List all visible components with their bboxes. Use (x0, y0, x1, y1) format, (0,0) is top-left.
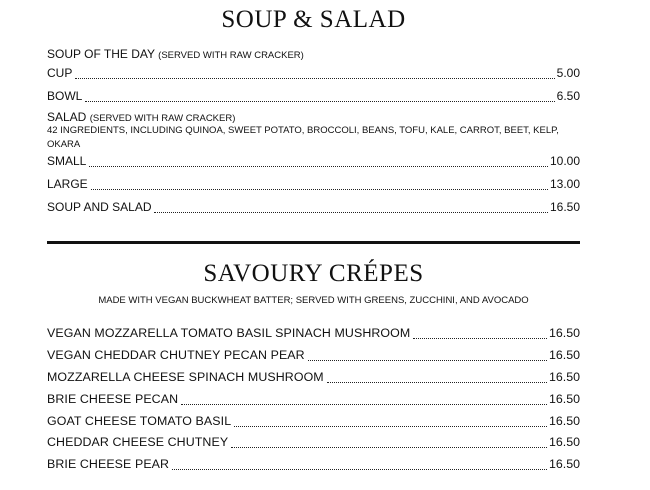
dot-leader (85, 100, 554, 102)
crepes-note: MADE WITH VEGAN BUCKWHEAT BATTER; SERVED WITH GREENS, ZUCCHINI, AND AVOCADO (98, 295, 529, 306)
soup-heading-note: (SERVED WITH RAW CRACKER) (158, 50, 304, 61)
item-name: CUP (47, 66, 73, 80)
dot-leader (234, 425, 547, 427)
menu-item-crepe (47, 368, 580, 386)
item-price: 10.00 (549, 154, 580, 168)
menu-item-crepe (47, 324, 580, 342)
dot-leader (413, 337, 547, 339)
menu-item-crepe (47, 433, 580, 451)
item-price: 16.50 (548, 435, 580, 449)
dot-leader (154, 211, 547, 213)
salad-heading-note: (SERVED WITH RAW CRACKER) (89, 113, 236, 124)
section-divider (47, 241, 580, 244)
dot-leader (231, 446, 547, 448)
item-name: SOUP AND SALAD (47, 200, 152, 214)
soup-heading (47, 45, 580, 63)
menu-item-bowl (47, 87, 580, 105)
salad-heading-label: SALAD (47, 110, 87, 124)
item-price: 13.00 (549, 177, 580, 191)
item-name: BRIE CHEESE PEAR (47, 457, 170, 471)
dot-leader (308, 359, 547, 361)
item-price: 5.00 (556, 66, 580, 80)
item-price: 6.50 (556, 89, 580, 103)
menu-item-crepe (47, 455, 580, 473)
item-name: LARGE (47, 177, 88, 191)
crepes-title: SAVOURY CRÉPES (203, 260, 424, 287)
item-name: VEGAN MOZZARELLA TOMATO BASIL SPINACH MUSHROOM (47, 326, 411, 340)
menu-item-soup-and-salad (47, 198, 580, 216)
menu-item-cup (47, 64, 580, 82)
menu-item-large (47, 175, 580, 193)
item-price: 16.50 (548, 414, 580, 428)
item-name: BRIE CHEESE PECAN (47, 392, 179, 406)
soup-heading-label: SOUP OF THE DAY (47, 47, 155, 61)
item-price: 16.50 (548, 348, 580, 362)
item-price: 16.50 (548, 326, 580, 340)
dot-leader (75, 77, 554, 79)
dot-leader (327, 381, 547, 383)
menu-item-small (47, 152, 580, 170)
dot-leader (91, 188, 548, 190)
dot-leader (89, 165, 548, 167)
item-name: MOZZARELLA CHEESE SPINACH MUSHROOM (47, 370, 324, 384)
item-price: 16.50 (549, 200, 580, 214)
item-price: 16.50 (548, 370, 580, 384)
soup-salad-title: SOUP & SALAD (221, 6, 406, 33)
item-name: GOAT CHEESE TOMATO BASIL (47, 414, 232, 428)
item-price: 16.50 (548, 392, 580, 406)
menu-item-crepe (47, 390, 580, 408)
salad-description: 42 INGREDIENTS, INCLUDING QUINOA, SWEET POTATO, BROCCOLI, BEANS, TOFU, KALE, CARROT, BEET, KELP, OKARA (47, 125, 559, 150)
item-name: VEGAN CHEDDAR CHUTNEY PECAN PEAR (47, 348, 305, 362)
menu-item-crepe (47, 346, 580, 364)
item-name: SMALL (47, 154, 87, 168)
dot-leader (172, 468, 547, 470)
dot-leader (181, 403, 547, 405)
menu-item-crepe (47, 412, 580, 430)
item-name: CHEDDAR CHEESE CHUTNEY (47, 435, 229, 449)
item-name: BOWL (47, 89, 83, 103)
item-price: 16.50 (548, 457, 580, 471)
